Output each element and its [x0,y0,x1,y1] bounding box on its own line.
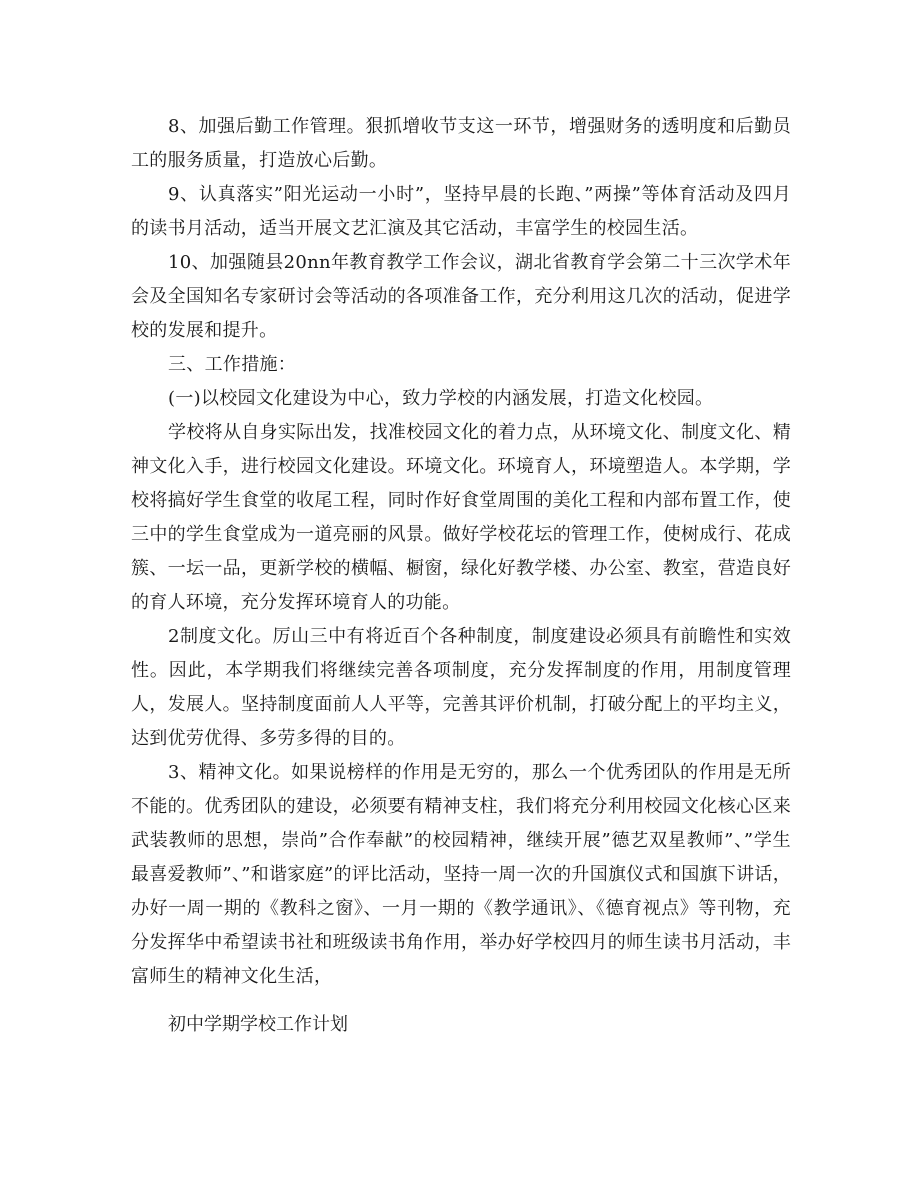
document-body [131,110,791,1042]
paragraph-item-10: 10、加强随县20nn年教育教学工作会议，湖北省教育学会第二十三次学术年会及全国知名专家研讨会等活动的各项准备工作，充分利用这几次的活动，促进学校的发展和提升。 [131,252,791,341]
document-footer-title: 初中学期学校工作计划 [168,1014,348,1035]
paragraph-spirit-culture: 3、精神文化。如果说榜样的作用是无穷的，那么一个优秀团队的作用是无所不能的。优秀团队的建设，必须要有精神支柱，我们将充分利用校园文化核心区来武装教师的思想，崇尚”合作奉献”的校园精神，继续开展”德艺双星教师”、”学生最喜爱教师”、”和谐家庭”的评比活动，坚持一周一次的升国旗仪式和国旗下讲话，办好一周一期的《教科之窗》、一月一期的《教学通讯》、《德育视点》等刊物，充分发挥华中希望读书社和班级读书角作用，举办好学校四月的师生读书月活动，丰富师生的精神文化生活， [131,762,792,987]
subsection-heading-culture: (一)以校园文化建设为中心，致力学校的内涵发展，打造文化校园。 [168,388,714,409]
paragraph-system-culture: 2制度文化。厉山三中有将近百个各种制度，制度建设必须具有前瞻性和实效性。因此，本学期我们将继续完善各项制度，充分发挥制度的作用，用制度管理人，发展人。坚持制度面前人人平等，完善其评价机制，打破分配上的平均主义，达到优劳优得、多劳多得的目的。 [131,626,791,749]
paragraph-item-8: 8、加强后勤工作管理。狠抓增收节支这一环节，增强财务的透明度和后勤员工的服务质量，打造放心后勤。 [131,116,791,171]
paragraph-environment-culture: 学校将从自身实际出发，找准校园文化的着力点，从环境文化、制度文化、精神文化入手，进行校园文化建设。环境文化。环境育人，环境塑造人。本学期，学校将搞好学生食堂的收尾工程，同时作好食堂周围的美化工程和内部布置工作，使三中的学生食堂成为一道亮丽的风景。做好学校花坛的管理工作，使树成行、花成簇、一坛一品，更新学校的横幅、橱窗，绿化好教学楼、办公室、教室，营造良好的育人环境，充分发挥环境育人的功能。 [131,422,791,613]
paragraph-item-9: 9、认真落实”阳光运动一小时”，坚持早晨的长跑、”两操”等体育活动及四月的读书月活动，适当开展文艺汇演及其它活动，丰富学生的校园生活。 [131,184,791,239]
section-heading-measures: 三、工作措施： [168,354,297,375]
